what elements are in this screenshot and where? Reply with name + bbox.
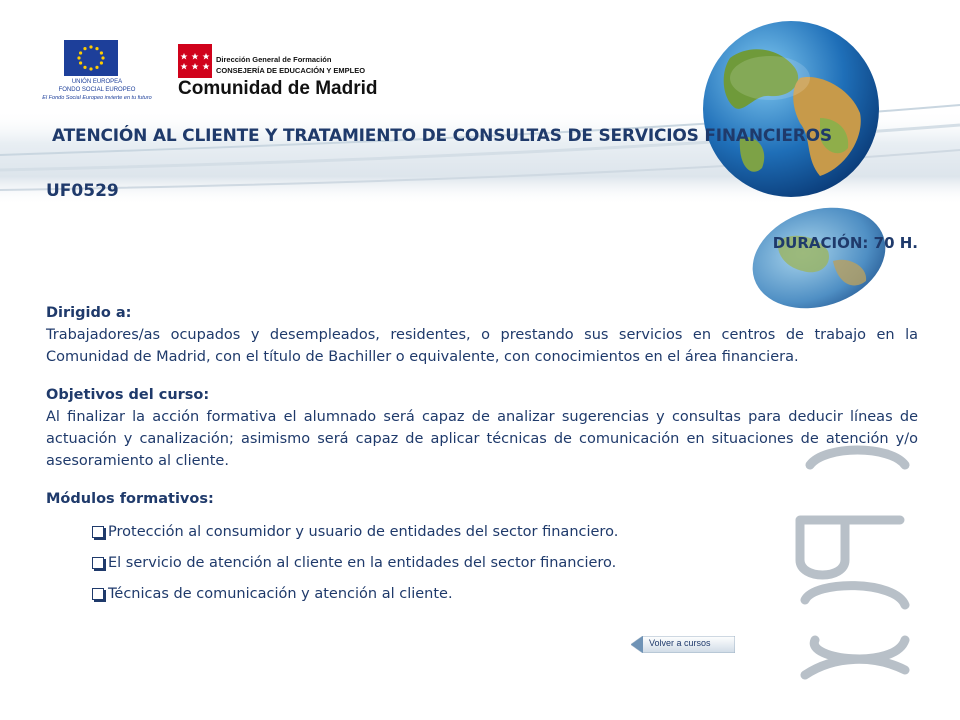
globe-image [700, 18, 882, 200]
target-text: Trabajadores/as ocupados y desempleados, residentes, o prestando sus servicios en centros de trabajo en la Comunidad de Madrid, con el título de Bachiller o equivalente, con conocimientos en el área financiera. [46, 327, 918, 365]
module-label: El servicio de atención al cliente en la entidades del sector financiero. [108, 554, 617, 571]
cp3-watermark-logo [785, 440, 925, 680]
checkbox-bullet-icon [92, 588, 104, 600]
eu-logo-tagline: El Fondo Social Europeo invierte en tu futuro [42, 95, 152, 101]
list-item [92, 578, 712, 609]
eu-logo [32, 38, 162, 108]
globe-reflection-image [748, 206, 890, 310]
madrid-flag-icon [178, 44, 212, 78]
modules-heading: Módulos formativos: [46, 491, 214, 507]
checkbox-bullet-icon [92, 557, 104, 569]
comunidad-madrid-logo [178, 44, 398, 104]
modules-section [46, 488, 918, 510]
modules-list [92, 516, 712, 609]
back-button-label: Volver a cursos [649, 638, 711, 648]
list-item [92, 547, 712, 578]
eu-flag-icon [64, 40, 118, 76]
module-label: Técnicas de comunicación y atención al cliente. [108, 585, 453, 602]
module-label: Protección al consumidor y usuario de entidades del sector financiero. [108, 523, 619, 540]
eu-logo-line1: UNIÓN EUROPEA [71, 79, 123, 85]
objectives-text: Al finalizar la acción formativa el alumnado será capaz de analizar sugerencias y consultas para deducir líneas de actuación y canalización; asimismo será capaz de aplicar técnicas de comunicación en situaciones de atención y/o asesoramiento al cliente. [46, 409, 918, 469]
list-item [92, 516, 712, 547]
madrid-logo-name: Comunidad de Madrid [178, 78, 378, 99]
course-title: ATENCIÓN AL CLIENTE Y TRATAMIENTO DE CONSULTAS DE SERVICIOS FINANCIEROS [52, 126, 832, 146]
checkbox-bullet-icon [92, 526, 104, 538]
madrid-logo-line1: Dirección General de Formación [216, 55, 332, 64]
target-section [46, 302, 918, 368]
objectives-section [46, 384, 918, 472]
eu-logo-line2: FONDO SOCIAL EUROPEO [58, 87, 136, 93]
madrid-logo-line2: CONSEJERÍA DE EDUCACIÓN Y EMPLEO [216, 66, 366, 75]
back-to-courses-button[interactable] [631, 636, 735, 653]
course-duration: DURACIÓN: 70 H. [772, 234, 918, 252]
target-heading: Dirigido a: [46, 305, 132, 321]
objectives-heading: Objetivos del curso: [46, 387, 210, 403]
course-code: UF0529 [46, 181, 119, 201]
